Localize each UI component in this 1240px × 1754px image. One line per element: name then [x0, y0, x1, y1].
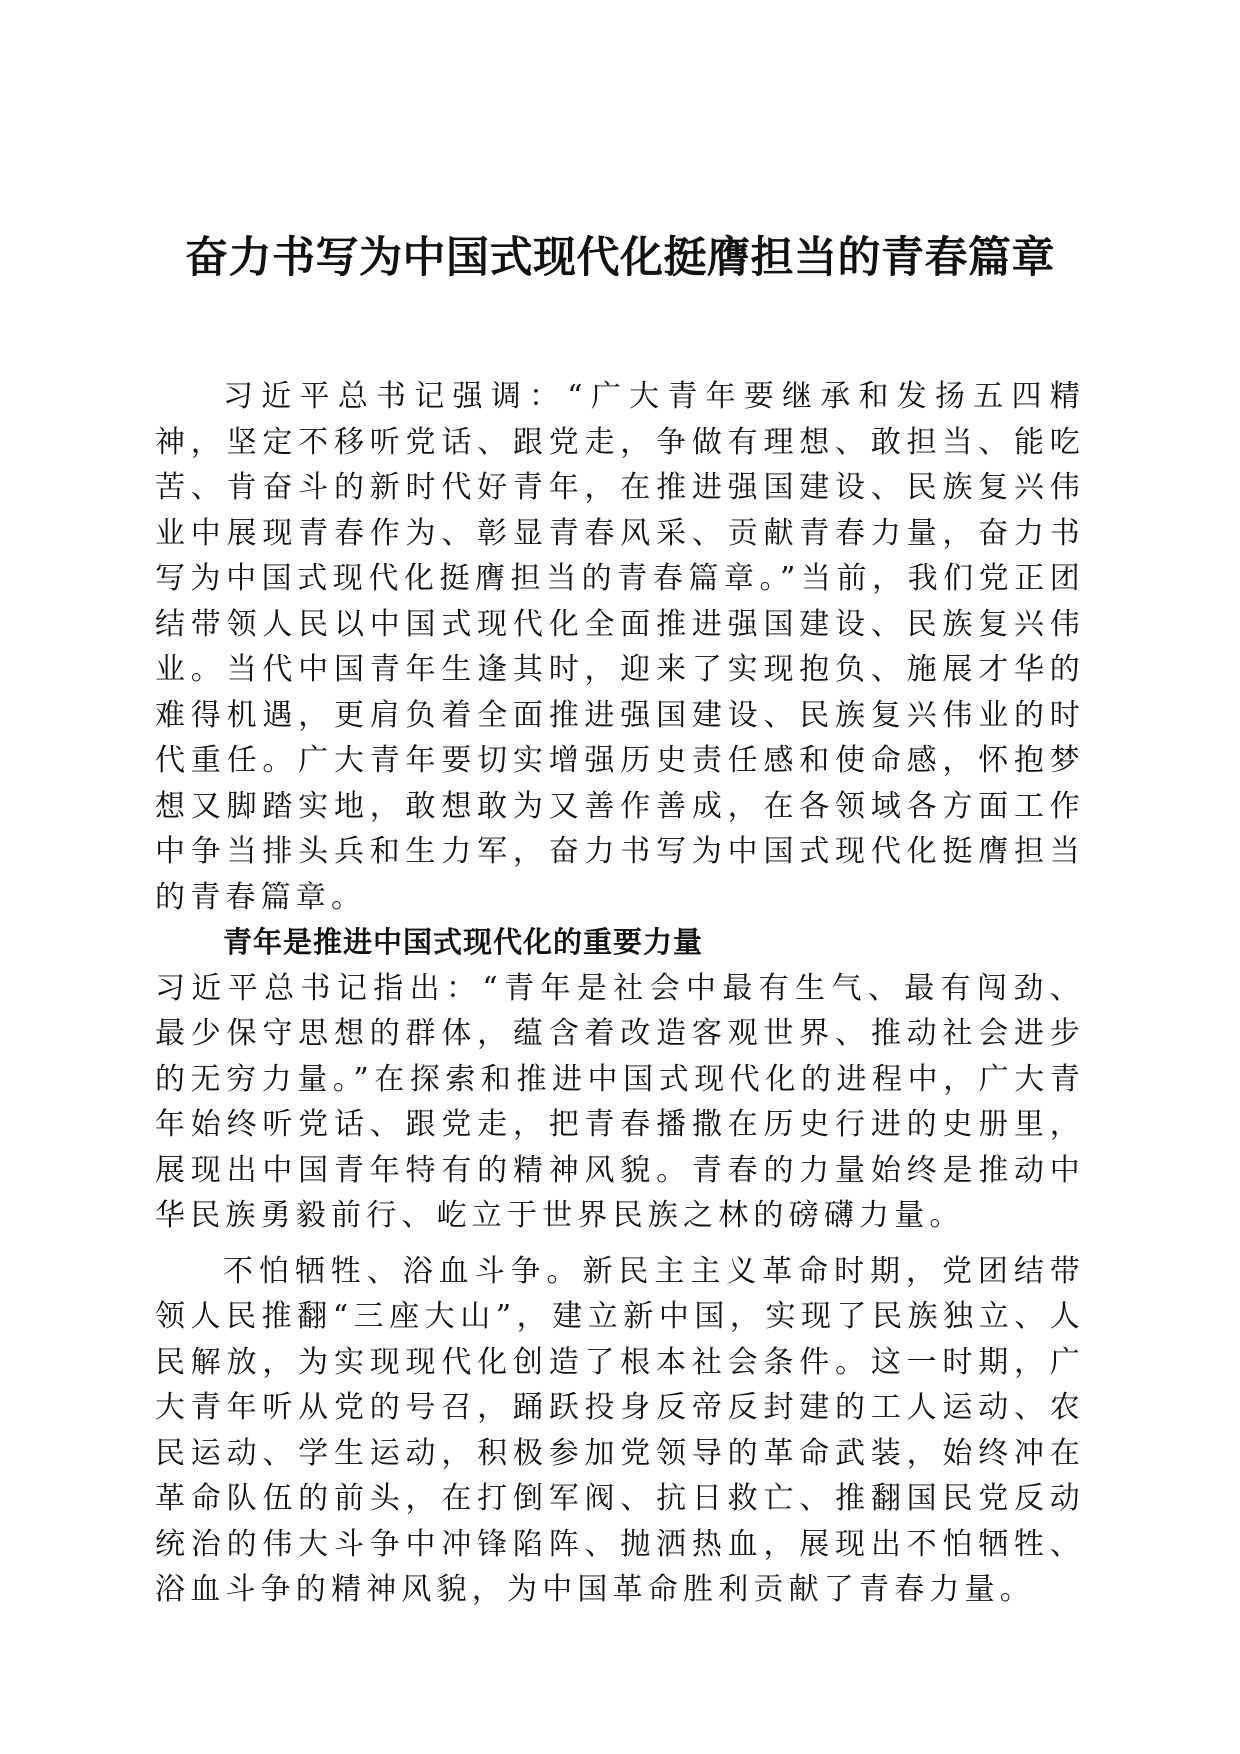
paragraph-spacer — [155, 1239, 1085, 1249]
document-title: 奋力书写为中国式现代化挺膺担当的青春篇章 — [185, 233, 1055, 283]
body-paragraph: 不怕牺牲、浴血斗争。新民主主义革命时期，党团结带领人民推翻“三座大山”，建立新中国，实现了民族独立、人民解放，为实现现代化创造了根本社会条件。这一时期，广大青年听从党的号召，踊跃投身反帝反封建的工人运动、农民运动、学生运动，积极参加党领导的革命武装，始终冲在革命队伍的前头，在打倒军阀、抗日救亡、推翻国民党反动统治的伟大斗争中冲锋陷阵、抛洒热血，展现出不怕牺牲、浴血斗争的精神风貌，为中国革命胜利贡献了青春力量。 — [155, 1253, 1085, 1607]
section-heading: 青年是推进中国式现代化的重要力量 — [223, 925, 704, 959]
document-body — [155, 374, 1085, 1613]
intro-paragraph: 习近平总书记强调：“广大青年要继承和发扬五四精神，坚定不移听党话、跟党走，争做有理想、敢担当、能吃苦、肯奋斗的新时代好青年，在推进强国建设、民族复兴伟业中展现青春作为、彰显青春风采、贡献青春力量，奋力书写为中国式现代化挺膺担当的青春篇章。”当前，我们党正团结带领人民以中国式现代化全面推进强国建设、民族复兴伟业。当代中国青年生逢其时，迎来了实现抱负、施展才华的难得机遇，更肩负着全面推进强国建设、民族复兴伟业的时代重任。广大青年要切实增强历史责任感和使命感，怀抱梦想又脚踏实地，敢想敢为又善作善成，在各领域各方面工作中争当排头兵和生力军，奋力书写为中国式现代化挺膺担当的青春篇章。 — [155, 379, 1085, 915]
body-paragraph: 习近平总书记指出：“青年是社会中最有生气、最有闯劲、最少保守思想的群体，蕴含着改造客观世界、推动社会进步的无穷力量。”在探索和推进中国式现代化的进程中，广大青年始终听党话、跟党走，把青春播撒在历史行进的史册里，展现出中国青年特有的精神风貌。青春的力量始终是推动中华民族勇毅前行、屹立于世界民族之林的磅礴力量。 — [155, 970, 1085, 1233]
